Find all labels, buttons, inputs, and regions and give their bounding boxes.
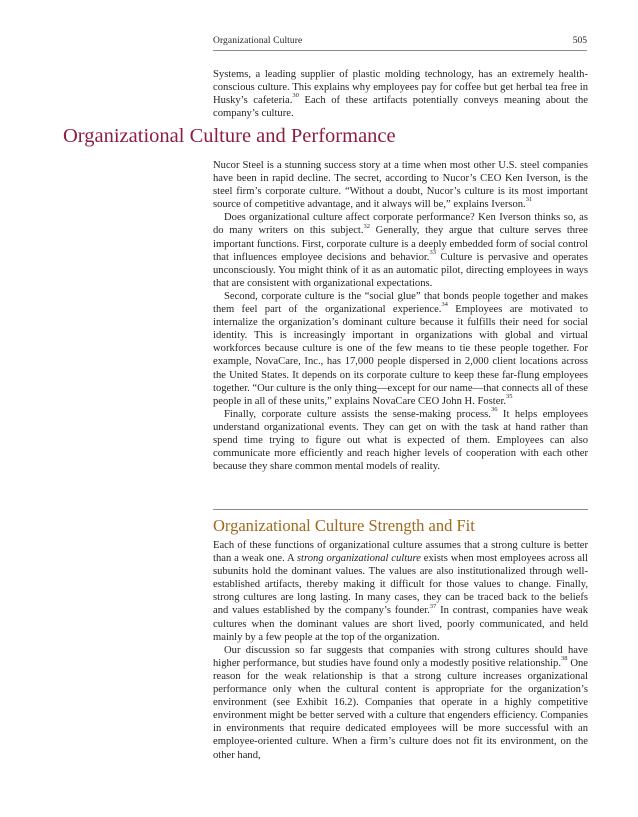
intro-text-continued: Each of these artifacts potentially conveys meaning about the company’s culture. bbox=[213, 95, 588, 120]
section-divider bbox=[213, 509, 588, 510]
paragraph-social-glue bbox=[213, 290, 588, 408]
key-term: strong organizational culture bbox=[296, 553, 421, 565]
footnote-ref-32: 32 bbox=[363, 222, 370, 230]
paragraph-text: Nucor Steel is a stunning success story at a time when most other U.S. steel companies have been in rapid decline. The secret, according to Nucor’s CEO Ken Iverson, is the steel firm’s corporate culture. “Without a doubt, Nucor’s culture is its most important source of competitive advantage, and it always will be,” explains Iverson. bbox=[213, 160, 588, 211]
footnote-ref-31: 31 bbox=[525, 196, 533, 204]
footnote-ref-37: 37 bbox=[429, 602, 437, 610]
paragraph-text: Finally, corporate culture assists the sense-making process. bbox=[224, 408, 491, 420]
paragraph-text: Employees are motivated to internalize the organization’s dominant culture because it fulfills their need for social identity. This is increasingly important in organizations with global and virtual workforces because culture is one of the few means to tie these people together. For example, NovaCare, Inc., has 17,000 people dispersed in 2,000 client locations across the United States. It depends on its corporate culture to keep these far-flung employees together. “Our culture is the only thing—except for our name—that connects all of these people in all of these units,” explains NovaCare CEO John H. Foster. bbox=[213, 304, 588, 407]
subsection-heading: Organizational Culture Strength and Fit bbox=[213, 516, 475, 535]
paragraph-culture-fit bbox=[213, 644, 588, 762]
running-title: Organizational Culture bbox=[213, 36, 303, 46]
footnote-ref-36: 36 bbox=[490, 405, 498, 413]
page-number: 505 bbox=[572, 36, 587, 46]
running-header bbox=[213, 36, 587, 51]
paragraph-text: Does organizational culture affect corporate performance? Ken Iverson thinks so, as do many writers on this subject. bbox=[213, 212, 588, 237]
intro-paragraph-block bbox=[213, 68, 588, 120]
paragraph-text: One reason for the weak relationship is that a strong culture increases organizational performance only when the cultural content is appropriate for the organization’s environment (see Exhibit 16.2). Companies that operate in a highly competitive environment might be better served with a culture that engenders efficiency. Companies in environments that require dedicated employees will be more successful with an employee-oriented culture. When a firm’s culture does not fit its environment, on the other hand, bbox=[213, 657, 588, 761]
paragraph-text: exists when most employees across all subunits hold the dominant values. The values are also institutionalized through well-established artifacts, thereby making it difficult for those values to change. Finally, strong cultures are long lasting. In many cases, they can be traced back to the beliefs and values established by the company’s founder. bbox=[213, 553, 588, 617]
footnote-ref-34: 34 bbox=[441, 301, 448, 309]
footnote-ref-33: 33 bbox=[429, 248, 436, 256]
subsection-body bbox=[213, 539, 588, 762]
paragraph-text: In contrast, companies have weak cultures when the dominant values are short lived, poorly communicated, and held mainly by a few people at the top of the organization. bbox=[213, 605, 588, 643]
footnote-ref-38: 38 bbox=[561, 655, 568, 663]
paragraph-text: Each of these functions of organizational culture assumes that a strong culture is better than a weak one. A bbox=[213, 540, 588, 565]
paragraph-culture-performance bbox=[213, 211, 588, 290]
footnote-ref-35: 35 bbox=[506, 392, 513, 400]
section-body bbox=[213, 159, 588, 473]
section-heading: Organizational Culture and Performance bbox=[63, 125, 396, 147]
paragraph-text: Our discussion so far suggests that companies with strong cultures should have higher performance, but studies have found only a modestly positive relationship. bbox=[213, 644, 588, 669]
paragraph-sense-making bbox=[213, 405, 588, 473]
intro-text: Systems, a leading supplier of plastic molding technology, has an extremely health-conscious culture. This explains why employees pay for coffee but get herbal tea free in Husky’s cafeteria. bbox=[213, 69, 588, 107]
paragraph-strong-culture bbox=[213, 539, 588, 644]
paragraph-nucor bbox=[213, 159, 588, 211]
paragraph-text: Generally, they argue that culture serves three important functions. First, corporate culture is a deeply embedded form of social control that influences employee decisions and behavior. bbox=[213, 225, 588, 263]
paragraph-text: It helps employees understand organizational events. They can get on with the task at hand rather than spend time trying to figure out what is expected of them. Employees can also communicate more efficiently and reach higher levels of cooperation with each other because they share common mental models of reality. bbox=[213, 408, 588, 473]
paragraph-text: Culture is pervasive and operates unconsciously. You might think of it as an automatic pilot, directing employees in ways that are consistent with organizational expectations. bbox=[213, 251, 588, 289]
footnote-ref-30: 30 bbox=[292, 92, 299, 100]
paragraph-text: Second, corporate culture is the “social glue” that bonds people together and makes them feel part of the organizational experience. bbox=[213, 290, 588, 316]
intro-paragraph bbox=[213, 68, 588, 120]
